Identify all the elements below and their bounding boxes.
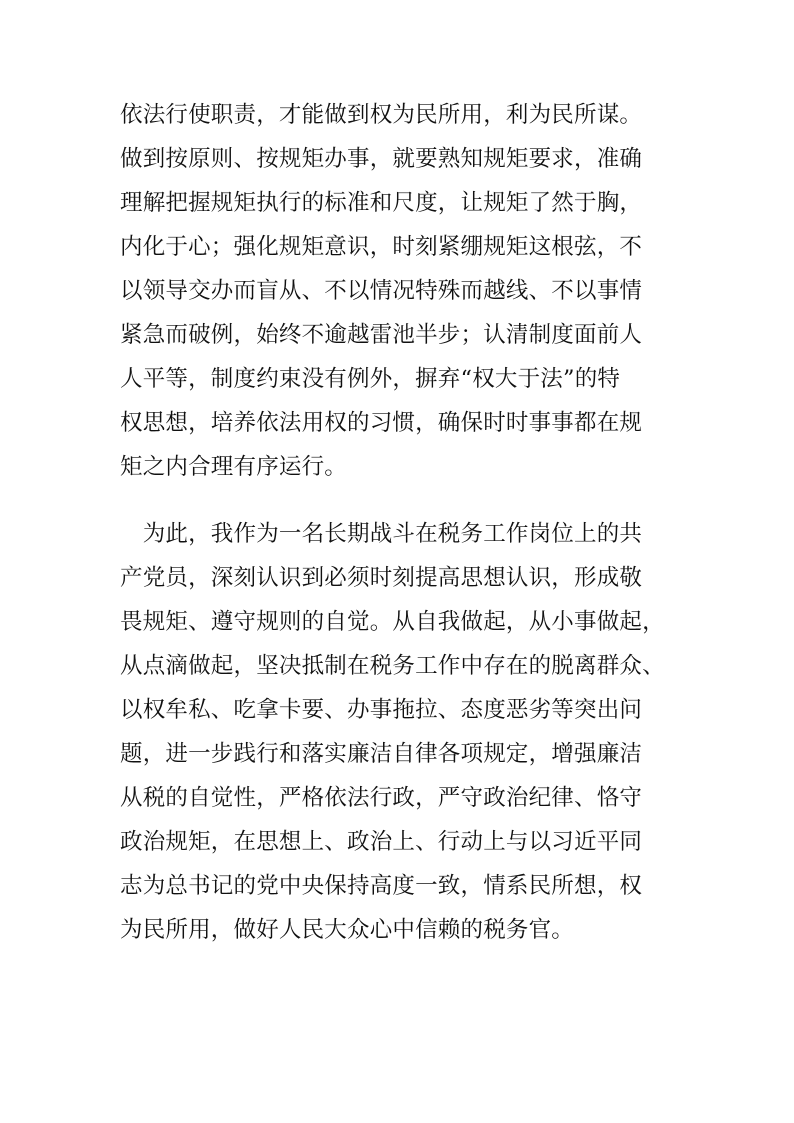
paragraph-line: 志为总书记的党中央保持高度一致，情系民所想，权 <box>120 873 643 899</box>
paragraph-line: 以权牟私、吃拿卡要、办事拖拉、态度恶劣等突出问 <box>120 697 643 723</box>
paragraph-line: 依法行使职责，才能做到权为民所用，利为民所谋。 <box>120 102 643 128</box>
paragraph-line: 人平等，制度约束没有例外，摒弃“权大于法”的特 <box>120 366 621 392</box>
paragraph-line: 以领导交办而盲从、不以情况特殊而越线、不以事情 <box>120 278 643 304</box>
paragraph-line: 政治规矩，在思想上、政治上、行动上与以习近平同 <box>120 829 643 855</box>
paragraph-1 <box>120 93 680 489</box>
paragraph-line: 紧急而破例，始终不逾越雷池半步；认清制度面前人 <box>120 322 643 348</box>
paragraph-line: 为此，我作为一名长期战斗在税务工作岗位上的共 <box>120 521 643 547</box>
paragraph-line: 题，进一步践行和落实廉洁自律各项规定，增强廉洁 <box>120 741 643 767</box>
paragraph-line: 矩之内合理有序运行。 <box>120 454 348 480</box>
paragraph-line: 权思想，培养依法用权的习惯，确保时时事事都在规 <box>120 410 643 436</box>
paragraph-line: 从税的自觉性，严格依法行政，严守政治纪律、恪守 <box>120 785 643 811</box>
paragraph-line: 为民所用，做好人民大众心中信赖的税务官。 <box>120 917 575 943</box>
paragraph-line: 理解把握规矩执行的标准和尺度，让规矩了然于胸， <box>120 190 643 216</box>
paragraph-line: 内化于心；强化规矩意识，时刻紧绷规矩这根弦，不 <box>120 234 643 260</box>
paragraph-line: 产党员，深刻认识到必须时刻提高思想认识，形成敬 <box>120 565 643 591</box>
paragraph-2 <box>120 512 680 952</box>
paragraph-line: 畏规矩、遵守规则的自觉。从自我做起，从小事做起， <box>120 609 665 635</box>
paragraph-line: 做到按原则、按规矩办事，就要熟知规矩要求，准确 <box>120 146 643 172</box>
paragraph-line: 从点滴做起，坚决抵制在税务工作中存在的脱离群众、 <box>120 653 665 679</box>
